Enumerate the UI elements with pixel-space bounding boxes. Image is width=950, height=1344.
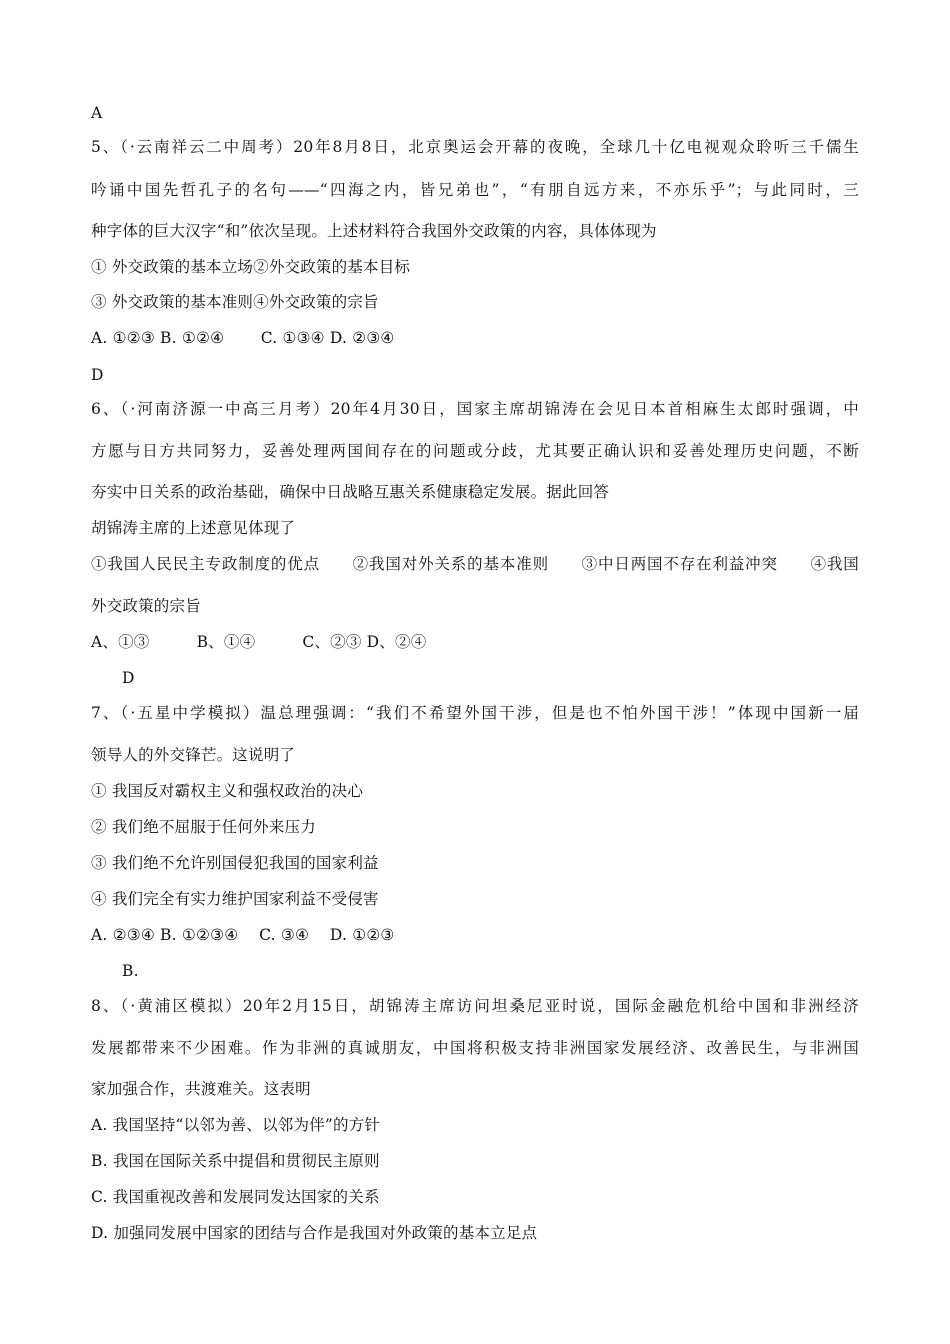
question-7-option-4: ④ 我们完全有实力维护国家利益不受侵害	[91, 890, 379, 908]
question-5-option-1: ① 外交政策的基本立场②外交政策的基本目标	[91, 258, 411, 276]
question-7-line-2: 领导人的外交锋芒。这说明了	[91, 746, 296, 764]
answer-5: D	[91, 366, 104, 384]
question-8-option-c: C. 我国重视改善和发展同发达国家的关系	[91, 1188, 380, 1206]
question-8-line-3: 家加强合作，共渡难关。这表明	[91, 1080, 311, 1098]
question-6-line-2: 方愿与日方共同努力，妥善处理两国间存在的问题或分歧，尤其要正确认识和妥善处理历史问题，不断	[91, 442, 859, 460]
question-5-line-2: 吟诵中国先哲孔子的名句——“四海之内，皆兄弟也”，“有朋自远方来，不亦乐乎”；与此同时，三	[91, 181, 859, 199]
question-7-option-2: ② 我们绝不屈服于任何外来压力	[91, 818, 316, 836]
question-5-line-3: 种字体的巨大汉字“和”依次呈现。上述材料符合我国外交政策的内容，具体体现为	[91, 222, 657, 240]
question-8-line-1: 8、（·黄浦区模拟）20年2月15日，胡锦涛主席访问坦桑尼亚时说，国际金融危机给中国和非洲经济	[91, 997, 859, 1015]
question-6-line-3: 夯实中日关系的政治基础，确保中日战略互惠关系健康稳定发展。据此回答	[91, 483, 610, 501]
question-8-option-a: A. 我国坚持“以邻为善、以邻为伴”的方针	[91, 1116, 381, 1134]
question-7-option-1: ① 我国反对霸权主义和强权政治的决心	[91, 782, 364, 800]
question-7-line-1: 7、（·五星中学模拟）温总理强调：“我们不希望外国干涉，但是也不怕外国干涉！”体现中国新一届	[91, 704, 859, 722]
answer-4: A	[91, 104, 103, 122]
question-5-option-2: ③ 外交政策的基本准则④外交政策的宗旨	[91, 293, 379, 311]
question-5-line-1: 5、（·云南祥云二中周考）20年8月8日，北京奥运会开幕的夜晚，全球几十亿电视观众聆听三千儒生	[91, 138, 859, 156]
question-5-choices: A. ①②③ B. ①②④ C. ①③④ D. ②③④	[91, 329, 395, 347]
question-7-choices: A. ②③④ B. ①②③④ C. ③④ D. ①②③	[91, 926, 395, 944]
question-6-options: ①我国人民民主专政制度的优点 ②我国对外关系的基本准则 ③中日两国不存在利益冲突 ④我国	[91, 555, 859, 573]
question-6-choices: A、①③ B、①④ C、②③ D、②④	[91, 633, 427, 651]
question-8-option-b: B. 我国在国际关系中提倡和贯彻民主原则	[91, 1152, 380, 1170]
answer-7: B.	[122, 962, 139, 980]
answer-6: D	[122, 669, 135, 687]
question-8-option-d: D. 加强同发展中国家的团结与合作是我国对外政策的基本立足点	[91, 1224, 538, 1242]
question-6-line-4: 胡锦涛主席的上述意见体现了	[91, 519, 296, 537]
question-6-options-cont: 外交政策的宗旨	[91, 597, 201, 615]
question-7-option-3: ③ 我们绝不允许别国侵犯我国的国家利益	[91, 854, 379, 872]
question-6-line-1: 6、（·河南济源一中高三月考）20年4月30日，国家主席胡锦涛在会见日本首相麻生太郎时强调，中	[91, 400, 859, 418]
question-8-line-2: 发展都带来不少困难。作为非洲的真诚朋友，中国将积极支持非洲国家发展经济、改善民生，与非洲国	[91, 1039, 859, 1057]
